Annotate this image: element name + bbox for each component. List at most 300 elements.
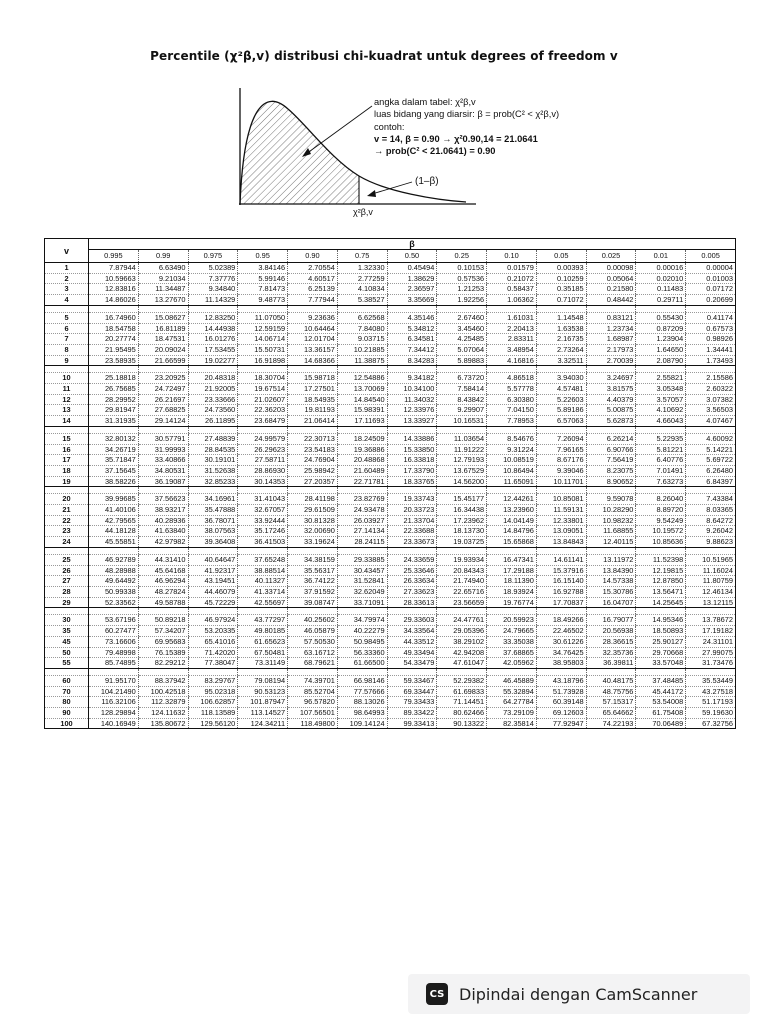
percentile-value-cell: 8.90652 bbox=[586, 476, 636, 487]
percentile-value-cell: 15.98391 bbox=[337, 405, 387, 416]
table-row bbox=[45, 675, 736, 686]
percentile-value-cell: 11.52398 bbox=[636, 554, 686, 565]
degrees-of-freedom-cell: 4 bbox=[45, 295, 89, 306]
percentile-value-cell: 61.69833 bbox=[437, 686, 487, 697]
percentile-value-cell: 6.30380 bbox=[487, 394, 537, 405]
percentile-value-cell: 38.07563 bbox=[188, 526, 238, 537]
percentile-value-cell: 7.58414 bbox=[437, 384, 487, 395]
percentile-value-cell: 14.33886 bbox=[387, 433, 437, 444]
percentile-value-cell: 28.84535 bbox=[188, 444, 238, 455]
percentile-value-cell: 4.10692 bbox=[636, 405, 686, 416]
table-row bbox=[45, 284, 736, 295]
percentile-value-cell: 49.64492 bbox=[89, 576, 139, 587]
percentile-value-cell: 124.11632 bbox=[138, 708, 188, 719]
percentile-value-cell: 24.76904 bbox=[288, 455, 338, 466]
table-row bbox=[45, 576, 736, 587]
percentile-value-cell: 8.23075 bbox=[586, 465, 636, 476]
beta-value-header: 0.975 bbox=[188, 250, 238, 263]
percentile-value-cell: 59.19630 bbox=[686, 708, 736, 719]
percentile-value-cell: 23.33673 bbox=[387, 537, 437, 548]
table-row bbox=[45, 526, 736, 537]
percentile-value-cell: 31.41043 bbox=[238, 494, 288, 505]
percentile-value-cell: 49.33494 bbox=[387, 647, 437, 658]
note-line: luas bidang yang diarsir: β = prob(C² < χ²β,v) bbox=[374, 109, 560, 120]
percentile-value-cell: 18.11390 bbox=[487, 576, 537, 587]
group-separator bbox=[45, 487, 736, 494]
percentile-value-cell: 22.46502 bbox=[536, 626, 586, 637]
percentile-value-cell: 18.24509 bbox=[337, 433, 387, 444]
group-separator bbox=[45, 305, 736, 312]
percentile-value-cell: 7.26094 bbox=[536, 433, 586, 444]
percentile-value-cell: 36.78071 bbox=[188, 515, 238, 526]
percentile-value-cell: 46.45889 bbox=[487, 675, 537, 686]
percentile-value-cell: 9.34840 bbox=[188, 284, 238, 295]
percentile-value-cell: 4.66043 bbox=[636, 416, 686, 427]
percentile-value-cell: 3.35669 bbox=[387, 295, 437, 306]
percentile-value-cell: 17.23962 bbox=[437, 515, 487, 526]
degrees-of-freedom-cell: 3 bbox=[45, 284, 89, 295]
note-line: → prob(C² < 21.0641) = 0.90 bbox=[374, 146, 496, 157]
percentile-value-cell: 14.44938 bbox=[188, 323, 238, 334]
percentile-value-cell: 0.45494 bbox=[387, 263, 437, 274]
percentile-value-cell: 31.52841 bbox=[337, 576, 387, 587]
percentile-value-cell: 9.23636 bbox=[288, 312, 338, 323]
percentile-value-cell: 37.68865 bbox=[487, 647, 537, 658]
percentile-value-cell: 61.66500 bbox=[337, 658, 387, 669]
percentile-value-cell: 24.79665 bbox=[487, 626, 537, 637]
percentile-value-cell: 9.54249 bbox=[636, 515, 686, 526]
percentile-value-cell: 0.35185 bbox=[536, 284, 586, 295]
beta-value-header: 0.95 bbox=[238, 250, 288, 263]
percentile-value-cell: 41.63840 bbox=[138, 526, 188, 537]
percentile-value-cell: 42.05962 bbox=[487, 658, 537, 669]
percentile-value-cell: 14.84540 bbox=[337, 394, 387, 405]
percentile-value-cell: 33.35038 bbox=[487, 636, 537, 647]
percentile-value-cell: 48.27824 bbox=[138, 586, 188, 597]
percentile-value-cell: 29.05396 bbox=[437, 626, 487, 637]
percentile-value-cell: 14.56200 bbox=[437, 476, 487, 487]
percentile-value-cell: 31.31935 bbox=[89, 416, 139, 427]
percentile-value-cell: 90.53123 bbox=[238, 686, 288, 697]
percentile-value-cell: 19.33743 bbox=[387, 494, 437, 505]
beta-value-header: 0.50 bbox=[387, 250, 437, 263]
percentile-value-cell: 23.68479 bbox=[238, 416, 288, 427]
percentile-value-cell: 6.34581 bbox=[387, 334, 437, 345]
percentile-value-cell: 59.33467 bbox=[387, 675, 437, 686]
table-row bbox=[45, 334, 736, 345]
percentile-value-cell: 17.33790 bbox=[387, 465, 437, 476]
percentile-value-cell: 77.92947 bbox=[536, 718, 586, 729]
percentile-value-cell: 20.56938 bbox=[586, 626, 636, 637]
percentile-value-cell: 19.93934 bbox=[437, 554, 487, 565]
percentile-value-cell: 2.36597 bbox=[387, 284, 437, 295]
percentile-value-cell: 5.38527 bbox=[337, 295, 387, 306]
percentile-value-cell: 1.92256 bbox=[437, 295, 487, 306]
percentile-value-cell: 82.35814 bbox=[487, 718, 537, 729]
table-row bbox=[45, 455, 736, 466]
percentile-value-cell: 44.33512 bbox=[387, 636, 437, 647]
percentile-value-cell: 17.70837 bbox=[536, 597, 586, 608]
percentile-value-cell: 13.78672 bbox=[686, 615, 736, 626]
beta-value-header: 0.05 bbox=[536, 250, 586, 263]
percentile-value-cell: 1.21253 bbox=[437, 284, 487, 295]
percentile-value-cell: 26.75685 bbox=[89, 384, 139, 395]
percentile-value-cell: 7.81473 bbox=[238, 284, 288, 295]
percentile-value-cell: 0.71072 bbox=[536, 295, 586, 306]
percentile-value-cell: 54.33479 bbox=[387, 658, 437, 669]
percentile-value-cell: 30.14353 bbox=[238, 476, 288, 487]
group-separator bbox=[45, 668, 736, 675]
percentile-value-cell: 3.56503 bbox=[686, 405, 736, 416]
percentile-value-cell: 3.05348 bbox=[636, 384, 686, 395]
percentile-value-cell: 29.14124 bbox=[138, 416, 188, 427]
percentile-value-cell: 0.57536 bbox=[437, 273, 487, 284]
figure-notes bbox=[374, 96, 559, 157]
percentile-value-cell: 0.20699 bbox=[686, 295, 736, 306]
percentile-value-cell: 23.20925 bbox=[138, 373, 188, 384]
percentile-value-cell: 37.91592 bbox=[288, 586, 338, 597]
percentile-value-cell: 27.68825 bbox=[138, 405, 188, 416]
percentile-value-cell: 27.20357 bbox=[288, 476, 338, 487]
percentile-value-cell: 106.62857 bbox=[188, 697, 238, 708]
percentile-value-cell: 16.04707 bbox=[586, 597, 636, 608]
percentile-value-cell: 34.16961 bbox=[188, 494, 238, 505]
percentile-value-cell: 52.33562 bbox=[89, 597, 139, 608]
percentile-value-cell: 37.15645 bbox=[89, 465, 139, 476]
percentile-value-cell: 25.33646 bbox=[387, 565, 437, 576]
percentile-value-cell: 16.79077 bbox=[586, 615, 636, 626]
percentile-value-cell: 24.99579 bbox=[238, 433, 288, 444]
percentile-value-cell: 28.29952 bbox=[89, 394, 139, 405]
percentile-value-cell: 1.73493 bbox=[686, 355, 736, 366]
percentile-value-cell: 9.29907 bbox=[437, 405, 487, 416]
percentile-value-cell: 2.83311 bbox=[487, 334, 537, 345]
percentile-value-cell: 10.19572 bbox=[636, 526, 686, 537]
beta-value-header: 0.025 bbox=[586, 250, 636, 263]
percentile-value-cell: 10.34100 bbox=[387, 384, 437, 395]
degrees-of-freedom-cell: 7 bbox=[45, 334, 89, 345]
table-row bbox=[45, 647, 736, 658]
percentile-value-cell: 45.44172 bbox=[636, 686, 686, 697]
percentile-value-cell: 40.11327 bbox=[238, 576, 288, 587]
percentile-value-cell: 17.27501 bbox=[288, 384, 338, 395]
percentile-value-cell: 18.30704 bbox=[238, 373, 288, 384]
percentile-value-cell: 28.36615 bbox=[586, 636, 636, 647]
percentile-value-cell: 31.99993 bbox=[138, 444, 188, 455]
percentile-value-cell: 15.45177 bbox=[437, 494, 487, 505]
degrees-of-freedom-cell: 26 bbox=[45, 565, 89, 576]
percentile-value-cell: 22.36203 bbox=[238, 405, 288, 416]
percentile-value-cell: 18.54935 bbox=[288, 394, 338, 405]
table-row bbox=[45, 505, 736, 516]
percentile-value-cell: 24.33659 bbox=[387, 554, 437, 565]
degrees-of-freedom-cell: 6 bbox=[45, 323, 89, 334]
percentile-value-cell: 32.67057 bbox=[238, 505, 288, 516]
percentile-value-cell: 13.36157 bbox=[288, 344, 338, 355]
percentile-value-cell: 53.54008 bbox=[636, 697, 686, 708]
percentile-value-cell: 16.33818 bbox=[387, 455, 437, 466]
percentile-value-cell: 7.87944 bbox=[89, 263, 139, 274]
percentile-value-cell: 46.97924 bbox=[188, 615, 238, 626]
degrees-of-freedom-cell: 15 bbox=[45, 433, 89, 444]
percentile-value-cell: 23.33666 bbox=[188, 394, 238, 405]
percentile-value-cell: 16.91898 bbox=[238, 355, 288, 366]
percentile-value-cell: 71.14451 bbox=[437, 697, 487, 708]
percentile-value-cell: 6.26480 bbox=[686, 465, 736, 476]
percentile-value-cell: 9.31224 bbox=[487, 444, 537, 455]
percentile-value-cell: 42.55697 bbox=[238, 597, 288, 608]
group-separator bbox=[45, 547, 736, 554]
table-row bbox=[45, 444, 736, 455]
v-column-header: v bbox=[45, 239, 89, 263]
percentile-value-cell: 11.65091 bbox=[487, 476, 537, 487]
percentile-value-cell: 2.16735 bbox=[536, 334, 586, 345]
percentile-value-cell: 12.54886 bbox=[337, 373, 387, 384]
notes-pointer bbox=[306, 106, 372, 154]
percentile-value-cell: 29.33603 bbox=[387, 615, 437, 626]
percentile-value-cell: 67.32756 bbox=[686, 718, 736, 729]
percentile-value-cell: 57.15317 bbox=[586, 697, 636, 708]
percentile-value-cell: 32.35736 bbox=[586, 647, 636, 658]
degrees-of-freedom-cell: 100 bbox=[45, 718, 89, 729]
percentile-value-cell: 90.13322 bbox=[437, 718, 487, 729]
percentile-value-cell: 21.74940 bbox=[437, 576, 487, 587]
percentile-value-cell: 0.21072 bbox=[487, 273, 537, 284]
table-row bbox=[45, 515, 736, 526]
percentile-value-cell: 6.25139 bbox=[288, 284, 338, 295]
percentile-value-cell: 7.63273 bbox=[636, 476, 686, 487]
percentile-value-cell: 13.84390 bbox=[586, 565, 636, 576]
percentile-value-cell: 2.15586 bbox=[686, 373, 736, 384]
percentile-value-cell: 10.85636 bbox=[636, 537, 686, 548]
percentile-value-cell: 13.67529 bbox=[437, 465, 487, 476]
table-row bbox=[45, 405, 736, 416]
percentile-value-cell: 17.19182 bbox=[686, 626, 736, 637]
tail-pointer bbox=[372, 182, 412, 194]
percentile-value-cell: 15.65868 bbox=[487, 537, 537, 548]
degrees-of-freedom-cell: 8 bbox=[45, 344, 89, 355]
group-separator bbox=[45, 608, 736, 615]
percentile-value-cell: 1.68987 bbox=[586, 334, 636, 345]
percentile-value-cell: 52.29382 bbox=[437, 675, 487, 686]
percentile-value-cell: 99.33413 bbox=[387, 718, 437, 729]
percentile-value-cell: 35.53449 bbox=[686, 675, 736, 686]
percentile-value-cell: 6.63490 bbox=[138, 263, 188, 274]
percentile-value-cell: 11.38875 bbox=[337, 355, 387, 366]
percentile-value-cell: 7.43384 bbox=[686, 494, 736, 505]
percentile-value-cell: 51.17193 bbox=[686, 697, 736, 708]
degrees-of-freedom-cell: 90 bbox=[45, 708, 89, 719]
percentile-value-cell: 11.03654 bbox=[437, 433, 487, 444]
percentile-value-cell: 11.91222 bbox=[437, 444, 487, 455]
percentile-value-cell: 8.64272 bbox=[686, 515, 736, 526]
percentile-value-cell: 118.13589 bbox=[188, 708, 238, 719]
percentile-value-cell: 18.50893 bbox=[636, 626, 686, 637]
percentile-value-cell: 50.98495 bbox=[337, 636, 387, 647]
percentile-value-cell: 3.45460 bbox=[437, 323, 487, 334]
degrees-of-freedom-cell: 22 bbox=[45, 515, 89, 526]
percentile-value-cell: 42.97982 bbox=[138, 537, 188, 548]
percentile-value-cell: 14.06714 bbox=[238, 334, 288, 345]
percentile-value-cell: 14.57338 bbox=[586, 576, 636, 587]
percentile-value-cell: 13.33927 bbox=[387, 416, 437, 427]
percentile-value-cell: 7.78953 bbox=[487, 416, 537, 427]
percentile-value-cell: 38.58226 bbox=[89, 476, 139, 487]
percentile-value-cell: 30.61226 bbox=[536, 636, 586, 647]
percentile-value-cell: 7.56419 bbox=[586, 455, 636, 466]
percentile-value-cell: 79.08194 bbox=[238, 675, 288, 686]
percentile-value-cell: 66.98146 bbox=[337, 675, 387, 686]
percentile-value-cell: 19.81193 bbox=[288, 405, 338, 416]
percentile-value-cell: 22.65716 bbox=[437, 586, 487, 597]
table-row bbox=[45, 355, 736, 366]
percentile-value-cell: 25.90127 bbox=[636, 636, 686, 647]
percentile-value-cell: 73.16606 bbox=[89, 636, 139, 647]
percentile-value-cell: 22.30713 bbox=[288, 433, 338, 444]
percentile-value-cell: 73.29109 bbox=[487, 708, 537, 719]
percentile-value-cell: 20.48318 bbox=[188, 373, 238, 384]
table-row bbox=[45, 718, 736, 729]
percentile-value-cell: 12.87850 bbox=[636, 576, 686, 587]
percentile-value-cell: 1.06362 bbox=[487, 295, 537, 306]
percentile-value-cell: 6.62568 bbox=[337, 312, 387, 323]
table-row bbox=[45, 586, 736, 597]
percentile-value-cell: 3.32511 bbox=[536, 355, 586, 366]
percentile-axis-label: χ²β,v bbox=[353, 207, 373, 217]
percentile-value-cell: 9.39046 bbox=[536, 465, 586, 476]
percentile-value-cell: 11.80759 bbox=[686, 576, 736, 587]
percentile-value-cell: 1.34441 bbox=[686, 344, 736, 355]
percentile-value-cell: 15.37916 bbox=[536, 565, 586, 576]
percentile-value-cell: 6.73720 bbox=[437, 373, 487, 384]
percentile-value-cell: 14.61141 bbox=[536, 554, 586, 565]
percentile-value-cell: 34.33564 bbox=[387, 626, 437, 637]
percentile-value-cell: 16.74960 bbox=[89, 312, 139, 323]
percentile-value-cell: 1.23904 bbox=[636, 334, 686, 345]
beta-value-header: 0.005 bbox=[686, 250, 736, 263]
percentile-value-cell: 9.34182 bbox=[387, 373, 437, 384]
percentile-value-cell: 12.83250 bbox=[188, 312, 238, 323]
percentile-value-cell: 23.58935 bbox=[89, 355, 139, 366]
percentile-value-cell: 6.26214 bbox=[586, 433, 636, 444]
percentile-value-cell: 44.46079 bbox=[188, 586, 238, 597]
percentile-value-cell: 2.70039 bbox=[586, 355, 636, 366]
percentile-value-cell: 14.95346 bbox=[636, 615, 686, 626]
percentile-value-cell: 60.39148 bbox=[536, 697, 586, 708]
percentile-value-cell: 13.56471 bbox=[636, 586, 686, 597]
percentile-value-cell: 107.56501 bbox=[288, 708, 338, 719]
beta-value-header: 0.10 bbox=[487, 250, 537, 263]
percentile-value-cell: 8.43842 bbox=[437, 394, 487, 405]
percentile-value-cell: 109.14124 bbox=[337, 718, 387, 729]
percentile-value-cell: 0.00004 bbox=[686, 263, 736, 274]
percentile-value-cell: 12.33801 bbox=[536, 515, 586, 526]
percentile-value-cell: 24.47761 bbox=[437, 615, 487, 626]
percentile-value-cell: 14.86026 bbox=[89, 295, 139, 306]
degrees-of-freedom-cell: 1 bbox=[45, 263, 89, 274]
percentile-value-cell: 36.74122 bbox=[288, 576, 338, 587]
table-row bbox=[45, 615, 736, 626]
percentile-value-cell: 35.71847 bbox=[89, 455, 139, 466]
percentile-value-cell: 18.54758 bbox=[89, 323, 139, 334]
percentile-value-cell: 12.19815 bbox=[636, 565, 686, 576]
percentile-value-cell: 2.20413 bbox=[487, 323, 537, 334]
percentile-value-cell: 8.67176 bbox=[536, 455, 586, 466]
percentile-value-cell: 27.33623 bbox=[387, 586, 437, 597]
percentile-value-cell: 0.07172 bbox=[686, 284, 736, 295]
percentile-value-cell: 2.08790 bbox=[636, 355, 686, 366]
percentile-value-cell: 26.21697 bbox=[138, 394, 188, 405]
percentile-value-cell: 34.76425 bbox=[536, 647, 586, 658]
percentile-value-cell: 13.12115 bbox=[686, 597, 736, 608]
percentile-value-cell: 33.92444 bbox=[238, 515, 288, 526]
degrees-of-freedom-cell: 9 bbox=[45, 355, 89, 366]
percentile-value-cell: 21.66599 bbox=[138, 355, 188, 366]
percentile-value-cell: 42.79565 bbox=[89, 515, 139, 526]
degrees-of-freedom-cell: 18 bbox=[45, 465, 89, 476]
percentile-value-cell: 25.98942 bbox=[288, 465, 338, 476]
percentile-value-cell: 0.05064 bbox=[586, 273, 636, 284]
beta-value-header: 0.90 bbox=[288, 250, 338, 263]
percentile-value-cell: 0.01579 bbox=[487, 263, 537, 274]
percentile-value-cell: 1.61031 bbox=[487, 312, 537, 323]
percentile-value-cell: 104.21490 bbox=[89, 686, 139, 697]
percentile-value-cell: 15.98718 bbox=[288, 373, 338, 384]
percentile-value-cell: 0.00016 bbox=[636, 263, 686, 274]
percentile-value-cell: 4.60092 bbox=[686, 433, 736, 444]
percentile-value-cell: 44.31410 bbox=[138, 554, 188, 565]
percentile-value-cell: 39.08747 bbox=[288, 597, 338, 608]
percentile-value-cell: 69.12603 bbox=[536, 708, 586, 719]
percentile-value-cell: 0.10153 bbox=[437, 263, 487, 274]
percentile-value-cell: 26.29623 bbox=[238, 444, 288, 455]
percentile-value-cell: 42.94208 bbox=[437, 647, 487, 658]
percentile-value-cell: 7.01491 bbox=[636, 465, 686, 476]
percentile-value-cell: 76.15389 bbox=[138, 647, 188, 658]
degrees-of-freedom-cell: 21 bbox=[45, 505, 89, 516]
percentile-value-cell: 34.26719 bbox=[89, 444, 139, 455]
percentile-value-cell: 5.34812 bbox=[387, 323, 437, 334]
percentile-value-cell: 1.23734 bbox=[586, 323, 636, 334]
chi-square-table bbox=[44, 238, 736, 729]
percentile-value-cell: 33.57048 bbox=[636, 658, 686, 669]
percentile-value-cell: 19.36886 bbox=[337, 444, 387, 455]
percentile-value-cell: 3.24697 bbox=[586, 373, 636, 384]
percentile-value-cell: 30.81328 bbox=[288, 515, 338, 526]
percentile-value-cell: 3.48954 bbox=[487, 344, 537, 355]
percentile-value-cell: 4.35146 bbox=[387, 312, 437, 323]
percentile-value-cell: 0.87209 bbox=[636, 323, 686, 334]
percentile-value-cell: 1.38629 bbox=[387, 273, 437, 284]
percentile-value-cell: 20.59923 bbox=[487, 615, 537, 626]
percentile-value-cell: 21.06414 bbox=[288, 416, 338, 427]
percentile-value-cell: 46.96294 bbox=[138, 576, 188, 587]
percentile-value-cell: 50.89218 bbox=[138, 615, 188, 626]
percentile-value-cell: 5.89883 bbox=[437, 355, 487, 366]
percentile-value-cell: 33.71091 bbox=[337, 597, 387, 608]
percentile-value-cell: 36.19087 bbox=[138, 476, 188, 487]
percentile-value-cell: 12.40115 bbox=[586, 537, 636, 548]
percentile-value-cell: 12.83816 bbox=[89, 284, 139, 295]
percentile-value-cell: 0.98926 bbox=[686, 334, 736, 345]
degrees-of-freedom-cell: 45 bbox=[45, 636, 89, 647]
degrees-of-freedom-cell: 60 bbox=[45, 675, 89, 686]
percentile-value-cell: 96.57820 bbox=[288, 697, 338, 708]
table-row bbox=[45, 565, 736, 576]
percentile-value-cell: 32.80132 bbox=[89, 433, 139, 444]
percentile-value-cell: 27.48839 bbox=[188, 433, 238, 444]
percentile-value-cell: 69.95683 bbox=[138, 636, 188, 647]
